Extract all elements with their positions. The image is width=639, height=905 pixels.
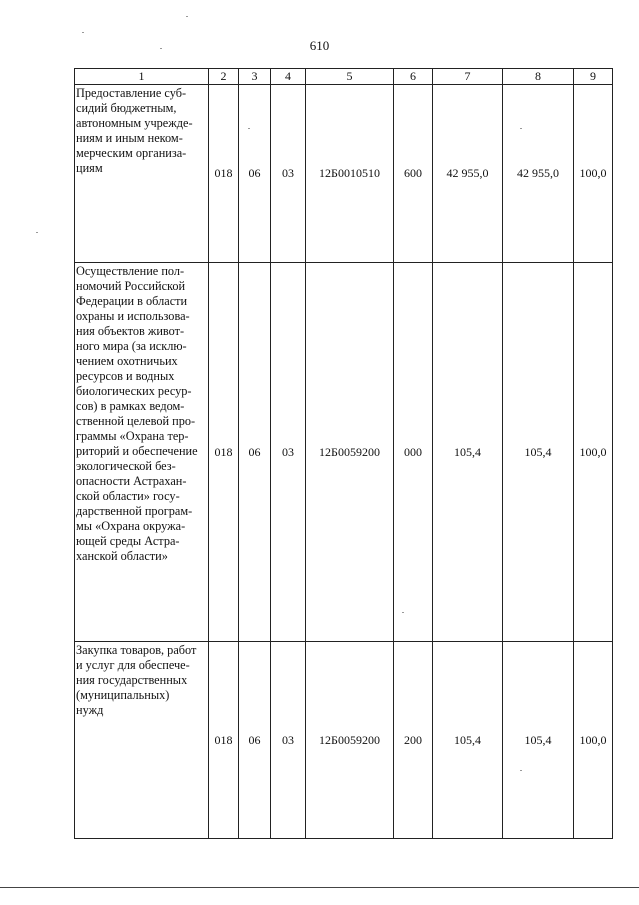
scan-speck	[36, 232, 38, 233]
ministry-code-cell: 018	[209, 263, 239, 642]
description-line: охраны и использова-	[76, 309, 190, 323]
target-article-cell: 12Б0059200	[306, 263, 394, 642]
page-number: 610	[309, 38, 330, 53]
description-line: Закупка товаров, работ	[76, 643, 197, 657]
percent-cell: 100,0	[574, 642, 613, 839]
description-line: ющей среды Астра-	[76, 534, 180, 548]
scan-speck	[520, 128, 522, 129]
section-cell: 06	[239, 85, 271, 263]
header-cell: 5	[306, 69, 394, 85]
row-description	[75, 263, 209, 642]
description-line: нужд	[76, 703, 104, 717]
table-row	[75, 642, 613, 839]
executed-amount-cell: 42 955,0	[503, 85, 574, 263]
header-cell: 3	[239, 69, 271, 85]
description-line: дарственной програм-	[76, 504, 193, 518]
table-row	[75, 263, 613, 642]
executed-amount-cell: 105,4	[503, 263, 574, 642]
scan-speck	[160, 48, 162, 49]
description-line: автономным учрежде-	[76, 116, 193, 130]
ministry-code-cell: 018	[209, 85, 239, 263]
row-description	[75, 642, 209, 839]
header-cell: 9	[574, 69, 613, 85]
description-line: ственной целевой про-	[76, 414, 196, 428]
description-line: ниям и иным неком-	[76, 131, 183, 145]
expense-type-cell: 000	[394, 263, 433, 642]
description-line: Предоставление суб-	[76, 86, 187, 100]
expense-type-cell: 200	[394, 642, 433, 839]
subsection-cell: 03	[271, 642, 306, 839]
scan-speck	[520, 770, 522, 771]
description-line: мы «Охрана окружа-	[76, 519, 186, 533]
description-line: номочий Российской	[76, 279, 186, 293]
description-line: риторий и обеспечение	[76, 444, 198, 458]
description-line: ния объектов живот-	[76, 324, 185, 338]
description-line: ного мира (за исклю-	[76, 339, 187, 353]
header-cell: 6	[394, 69, 433, 85]
description-line: (муниципальных)	[76, 688, 170, 702]
section-cell: 06	[239, 642, 271, 839]
table-row	[75, 85, 613, 263]
subsection-cell: 03	[271, 263, 306, 642]
section-cell: 06	[239, 263, 271, 642]
planned-amount-cell: 42 955,0	[433, 85, 503, 263]
scan-speck	[186, 16, 188, 17]
expense-type-cell: 600	[394, 85, 433, 263]
table-header-row	[75, 69, 613, 85]
target-article-cell: 12Б0059200	[306, 642, 394, 839]
description-line: ханской области»	[76, 549, 168, 563]
description-line: ресурсов и водных	[76, 369, 175, 383]
percent-cell: 100,0	[574, 263, 613, 642]
header-cell: 4	[271, 69, 306, 85]
scan-speck	[248, 128, 250, 129]
executed-amount-cell: 105,4	[503, 642, 574, 839]
description-line: сидий бюджетным,	[76, 101, 177, 115]
description-line: Осуществление пол-	[76, 264, 185, 278]
description-line: ния государственных	[76, 673, 188, 687]
footer-rule	[0, 887, 639, 888]
description-line: циям	[76, 161, 103, 175]
row-description	[75, 85, 209, 263]
planned-amount-cell: 105,4	[433, 642, 503, 839]
description-line: граммы «Охрана тер-	[76, 429, 189, 443]
header-cell: 1	[75, 69, 209, 85]
description-line: опасности Астрахан-	[76, 474, 187, 488]
planned-amount-cell: 105,4	[433, 263, 503, 642]
description-line: биологических ресур-	[76, 384, 192, 398]
header-cell: 7	[433, 69, 503, 85]
subsection-cell: 03	[271, 85, 306, 263]
description-line: мерческим организа-	[76, 146, 187, 160]
description-line: чением охотничьих	[76, 354, 178, 368]
description-line: ской области» госу-	[76, 489, 180, 503]
target-article-cell: 12Б0010510	[306, 85, 394, 263]
description-line: экологической без-	[76, 459, 176, 473]
ministry-code-cell: 018	[209, 642, 239, 839]
description-line: и услуг для обеспече-	[76, 658, 190, 672]
description-line: сов) в рамках ведом-	[76, 399, 185, 413]
description-line: Федерации в области	[76, 294, 188, 308]
header-cell: 2	[209, 69, 239, 85]
budget-table	[74, 68, 613, 839]
scan-speck	[82, 32, 84, 33]
percent-cell: 100,0	[574, 85, 613, 263]
header-cell: 8	[503, 69, 574, 85]
scan-speck	[402, 612, 404, 613]
